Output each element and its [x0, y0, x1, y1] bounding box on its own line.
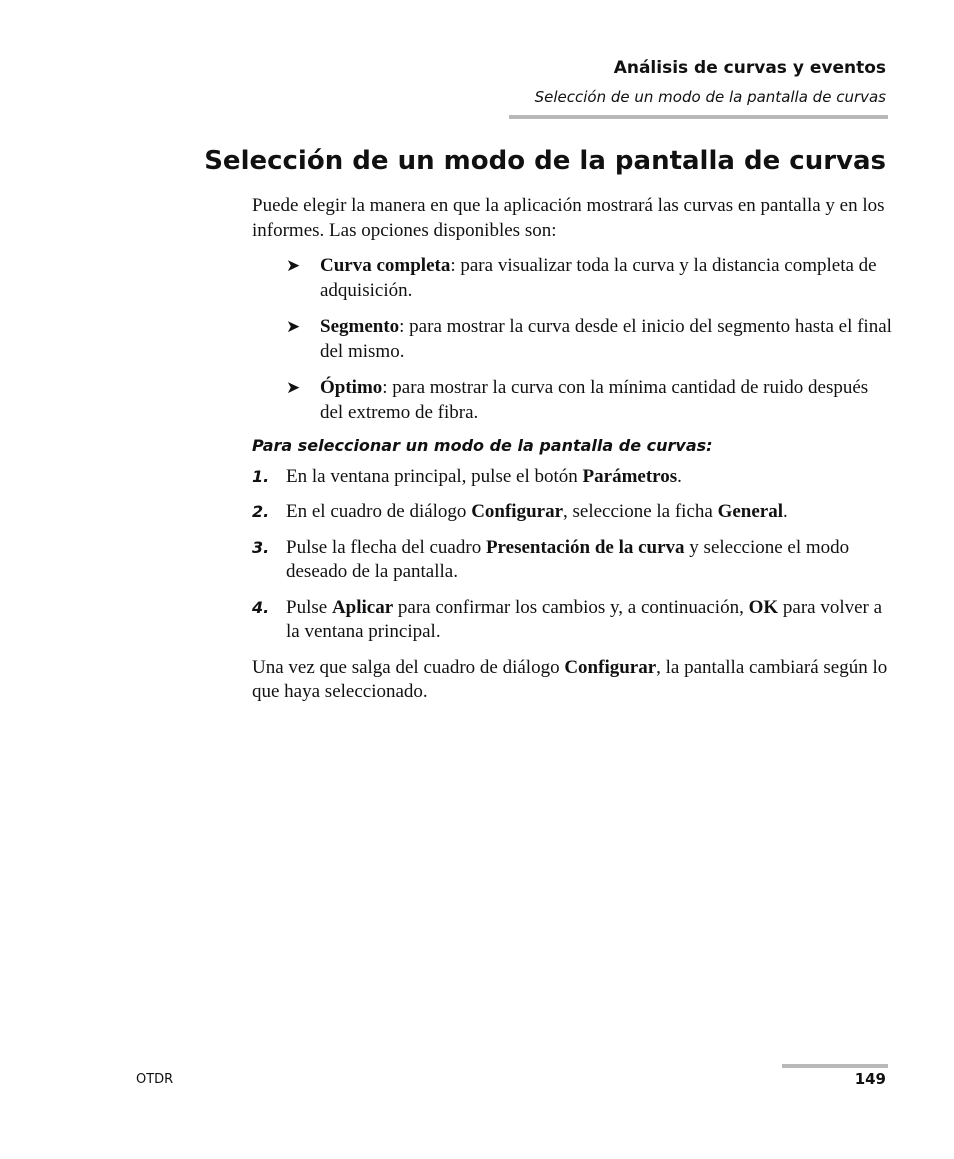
header-section-title: Selección de un modo de la pantalla de curvas [534, 88, 886, 106]
option-term: Segmento [320, 316, 400, 337]
closing-paragraph [252, 656, 892, 705]
option-description: : para mostrar la curva con la mínima cantidad de ruido después del extremo de fibra. [320, 377, 869, 423]
step-item [252, 536, 892, 585]
step-text: Pulse [286, 596, 332, 618]
step-number: 1. [252, 466, 270, 486]
step-text: . [677, 465, 682, 487]
step-text: En la ventana principal, pulse el botón [286, 465, 583, 487]
ui-element-name: Presentación de la curva [485, 536, 685, 558]
option-term: Curva completa [320, 255, 451, 276]
header-divider [509, 115, 888, 119]
step-text: . [783, 501, 788, 522]
footer-product-name: OTDR [136, 1072, 174, 1087]
step-number: 4. [252, 597, 270, 617]
step-item [252, 596, 892, 645]
option-description: : para mostrar la curva desde el inicio del segmento hasta el final del mismo. [320, 316, 892, 362]
procedure-steps [252, 465, 892, 645]
arrow-bullet-icon: ➤ [286, 378, 301, 397]
step-text: Pulse la flecha del cuadro [286, 536, 486, 558]
intro-paragraph: Puede elegir la manera en que la aplicación mostrará las curvas en pantalla y en los informes. Las opciones disponibles son: [252, 195, 885, 241]
ui-element-name: General [717, 501, 784, 522]
step-text: y seleccione el modo deseado de la pantalla. [286, 536, 850, 582]
list-item [252, 254, 892, 303]
step-text: , seleccione la ficha [563, 501, 718, 522]
step-item [252, 465, 892, 490]
procedure-heading: Para seleccionar un modo de la pantalla de curvas: [252, 436, 713, 455]
option-term: Óptimo [320, 377, 383, 398]
closing-text: Una vez que salga del cuadro de diálogo [252, 656, 565, 678]
footer-divider [782, 1064, 888, 1068]
step-text: En el cuadro de diálogo [286, 501, 472, 522]
page-title: Selección de un modo de la pantalla de curvas [204, 146, 886, 176]
header-chapter-title: Análisis de curvas y eventos [613, 58, 886, 78]
ui-element-name: OK [748, 596, 779, 618]
list-item [252, 376, 892, 425]
ui-element-name: Configurar [471, 501, 564, 522]
step-number: 2. [252, 502, 270, 521]
step-item [252, 500, 892, 525]
step-text: para volver a la ventana principal. [286, 596, 883, 642]
step-text: para confirmar los cambios y, a continuación, [393, 596, 749, 618]
arrow-bullet-icon: ➤ [286, 317, 301, 336]
ui-element-name: Configurar [564, 656, 657, 678]
ui-element-name: Parámetros [582, 465, 678, 487]
page-number: 149 [854, 1070, 886, 1088]
arrow-bullet-icon: ➤ [286, 256, 301, 275]
closing-text: , la pantalla cambiará según lo que haya seleccionado. [252, 656, 888, 702]
options-list [252, 254, 892, 425]
list-item [252, 315, 892, 364]
ui-element-name: Aplicar [331, 596, 394, 618]
page-body [252, 194, 892, 705]
option-description: : para visualizar toda la curva y la distancia completa de adquisición. [320, 255, 877, 301]
step-number: 3. [252, 537, 270, 557]
